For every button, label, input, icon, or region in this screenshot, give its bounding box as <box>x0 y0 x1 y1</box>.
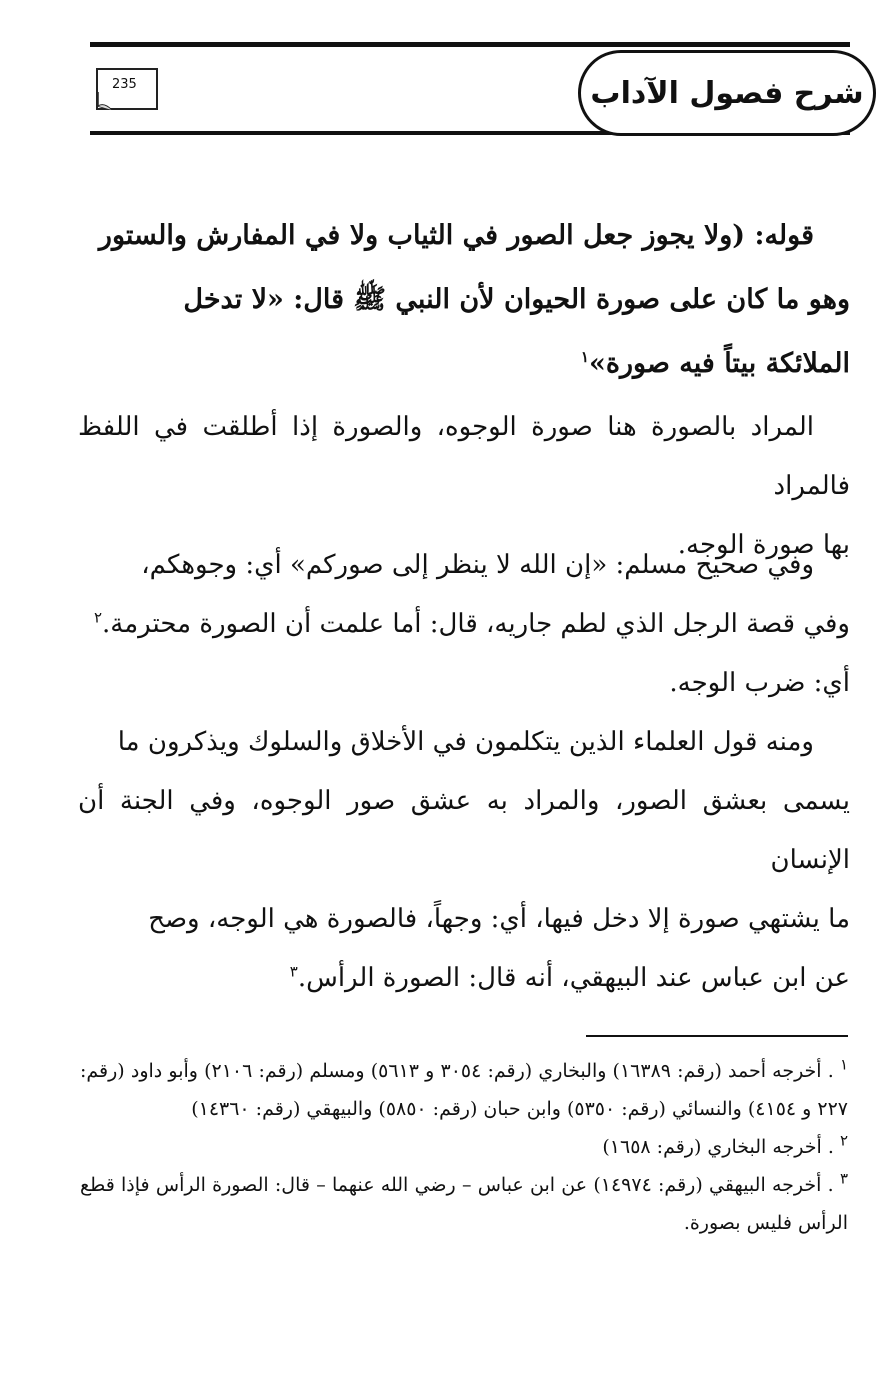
quote-line-3 <box>78 332 850 396</box>
footnote-1-marker: ١ <box>839 1055 848 1074</box>
footnote-ref-1[interactable]: ١ <box>580 348 589 366</box>
footnote-1-text: . أخرجه أحمد (رقم: ١٦٣٨٩) والبخاري (رقم: ٣٠٥٤ و ٥٦١٣) ومسلم (رقم: ٢١٠٦) وأبو داود (رقم: ٢٢٧ و ٤١٥٤) والنسائي (رقم: ٥٣٥٠) وابن حبان (رقم: ٥٨٥٠) والبيهقي (رقم: ١٤٣٦٠) <box>80 1060 848 1120</box>
para2-line-2-text: وفي قصة الرجل الذي لطم جاريه، قال: أما علمت أن الصورة محترمة. <box>102 609 850 639</box>
footnote-3 <box>80 1166 848 1242</box>
para2-line-2 <box>78 595 850 654</box>
footnote-2 <box>80 1128 848 1166</box>
para3-line-4 <box>78 949 850 1008</box>
book-title-box <box>578 50 876 136</box>
header-top-rule <box>90 42 850 47</box>
quote-line-3-text: الملائكة بيتاً فيه صورة» <box>588 348 850 379</box>
paragraph-3 <box>78 713 850 1008</box>
para3-line-3: ما يشتهي صورة إلا دخل فيها، أي: وجهاً، فالصورة هي الوجه، وصح <box>148 904 850 934</box>
footnote-3-text: . أخرجه البيهقي (رقم: ١٤٩٧٤) عن ابن عباس – رضي الله عنهما – قال: الصورة الرأس فإذا قطع الرأس فليس بصورة. <box>80 1174 848 1234</box>
para3-line-2: يسمى بعشق الصور، والمراد به عشق صور الوجوه، وفي الجنة أن الإنسان <box>78 786 850 875</box>
footnote-2-text: . أخرجه البخاري (رقم: ١٦٥٨) <box>602 1136 834 1158</box>
page-number: 235 <box>112 77 137 92</box>
para2-line-3: أي: ضرب الوجه. <box>669 668 850 698</box>
book-title: شرح فصول الآداب <box>590 75 864 111</box>
page-number-box <box>96 68 158 110</box>
footnotes <box>80 1052 848 1242</box>
quoted-matn <box>78 204 850 396</box>
footnote-1 <box>80 1052 848 1128</box>
quote-line-1: قوله: (ولا يجوز جعل الصور في الثياب ولا في المفارش والستور <box>98 220 814 251</box>
footnote-3-marker: ٣ <box>839 1169 849 1188</box>
paragraph-2 <box>78 536 850 713</box>
para3-line-4-text: عن ابن عباس عند البيهقي، أنه قال: الصورة الرأس. <box>297 963 850 993</box>
footnote-2-marker: ٢ <box>839 1131 848 1150</box>
para1-line-2: بها صورة الوجه. <box>677 530 850 560</box>
footnote-ref-2[interactable]: ٢ <box>93 608 103 627</box>
para2-line-1: وفي صحيح مسلم: «إن الله لا ينظر إلى صوركم» أي: وجوهكم، <box>141 550 814 580</box>
footnote-separator <box>586 1035 848 1037</box>
footnote-ref-3[interactable]: ٣ <box>289 962 298 981</box>
quote-line-2: وهو ما كان على صورة الحيوان لأن النبي ﷺ قال: «لا تدخل <box>183 284 850 315</box>
para3-line-1: ومنه قول العلماء الذين يتكلمون في الأخلاق والسلوك ويذكرون ما <box>117 727 814 757</box>
page-curl-icon <box>96 92 114 110</box>
para1-line-1: المراد بالصورة هنا صورة الوجوه، والصورة إذا أطلقت في اللفظ فالمراد <box>78 412 850 501</box>
